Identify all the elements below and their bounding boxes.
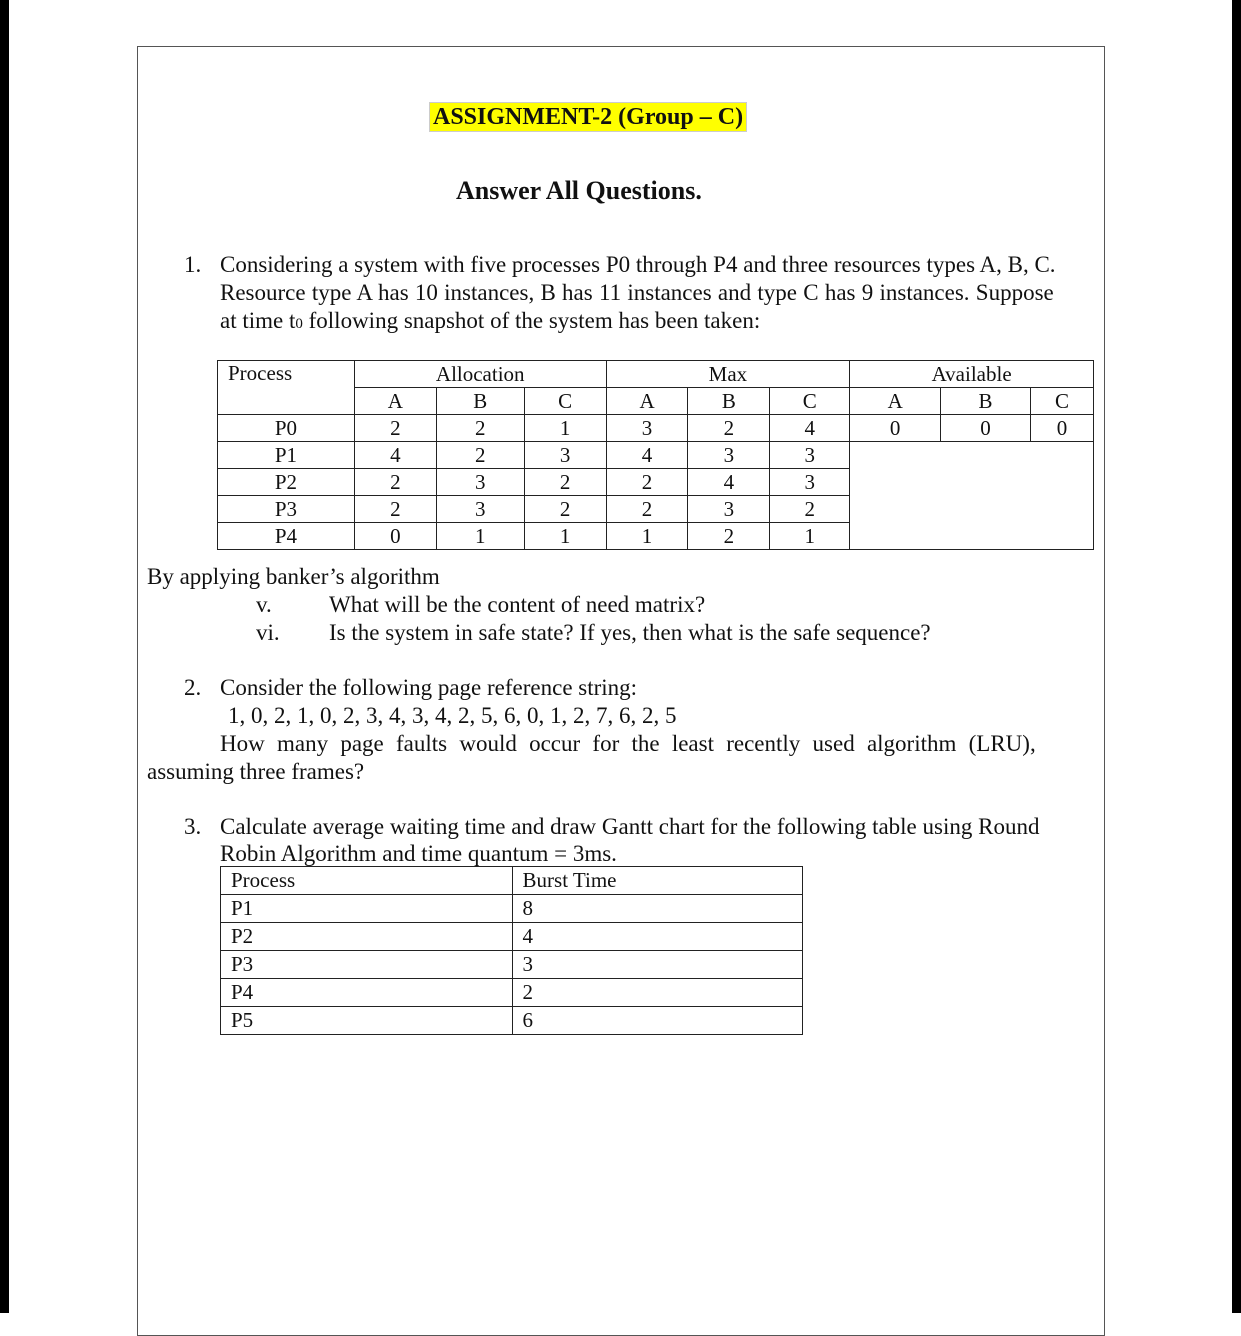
rr-burst-cell: 6 bbox=[512, 1007, 802, 1035]
rr-burst-cell: 3 bbox=[512, 951, 802, 979]
rr-burst-cell: 8 bbox=[512, 895, 802, 923]
q2-line4: assuming three frames? bbox=[147, 759, 365, 784]
sub-header: B bbox=[436, 388, 524, 415]
bankers-intro: By applying banker’s algorithm bbox=[147, 564, 440, 589]
table-row bbox=[218, 415, 1094, 442]
subq-v-label: v. bbox=[256, 592, 272, 617]
q1-line1: Considering a system with five processes P0 through P4 and three resources types A, B, C. bbox=[220, 252, 1056, 277]
subq-v-text: What will be the content of need matrix? bbox=[329, 592, 706, 617]
alloc-a: 2 bbox=[354, 496, 436, 523]
max-b: 3 bbox=[688, 496, 770, 523]
max-a: 2 bbox=[606, 496, 688, 523]
assignment-title: ASSIGNMENT-2 (Group – C) bbox=[429, 102, 747, 132]
title-block bbox=[429, 104, 747, 131]
q1-number: 1. bbox=[184, 252, 202, 277]
q1-line3-rest: following snapshot of the system has been taken: bbox=[302, 308, 761, 333]
alloc-a: 4 bbox=[354, 442, 436, 469]
alloc-b: 3 bbox=[436, 469, 524, 496]
alloc-b: 3 bbox=[436, 496, 524, 523]
bankers-table bbox=[217, 360, 1094, 550]
alloc-c: 1 bbox=[524, 523, 606, 550]
rr-process-cell: P3 bbox=[221, 951, 513, 979]
alloc-a: 2 bbox=[354, 469, 436, 496]
process-cell: P1 bbox=[218, 442, 355, 469]
header-process: Process bbox=[218, 361, 355, 415]
table-row bbox=[218, 442, 1094, 469]
q1-line3 bbox=[220, 308, 760, 334]
available-a: 0 bbox=[850, 415, 941, 442]
sub-header: A bbox=[354, 388, 436, 415]
q1-line3-prefix: at time t bbox=[220, 308, 296, 333]
process-cell: P4 bbox=[218, 523, 355, 550]
sub-header: A bbox=[606, 388, 688, 415]
left-edge bbox=[0, 0, 9, 1313]
alloc-c: 3 bbox=[524, 442, 606, 469]
available-empty-cell bbox=[850, 442, 1094, 550]
alloc-b: 1 bbox=[436, 523, 524, 550]
q3-line2: Robin Algorithm and time quantum = 3ms. bbox=[220, 841, 617, 866]
q2-line1: Consider the following page reference string: bbox=[220, 675, 638, 700]
max-b: 4 bbox=[688, 469, 770, 496]
available-c: 0 bbox=[1031, 415, 1094, 442]
max-a: 3 bbox=[606, 415, 688, 442]
sub-header: B bbox=[688, 388, 770, 415]
sub-header: C bbox=[770, 388, 850, 415]
sub-header: B bbox=[941, 388, 1031, 415]
max-c: 1 bbox=[770, 523, 850, 550]
round-robin-table bbox=[220, 866, 803, 1035]
table-row bbox=[221, 951, 803, 979]
rr-header-burst: Burst Time bbox=[512, 867, 802, 895]
max-a: 2 bbox=[606, 469, 688, 496]
rr-process-cell: P2 bbox=[221, 923, 513, 951]
rr-burst-cell: 4 bbox=[512, 923, 802, 951]
sub-header: A bbox=[850, 388, 941, 415]
q2-reference-string: 1, 0, 2, 1, 0, 2, 3, 4, 3, 4, 2, 5, 6, 0, 1, 2, 7, 6, 2, 5 bbox=[228, 703, 677, 728]
max-b: 2 bbox=[688, 523, 770, 550]
alloc-a: 2 bbox=[354, 415, 436, 442]
header-allocation: Allocation bbox=[354, 361, 606, 388]
max-c: 3 bbox=[770, 442, 850, 469]
q2-line3: How many page faults would occur for the least recently used algorithm (LRU), bbox=[220, 731, 1036, 756]
alloc-c: 1 bbox=[524, 415, 606, 442]
table-row bbox=[221, 895, 803, 923]
q2-number: 2. bbox=[184, 675, 202, 700]
max-b: 2 bbox=[688, 415, 770, 442]
table-row bbox=[221, 1007, 803, 1035]
rr-burst-cell: 2 bbox=[512, 979, 802, 1007]
q1-line3-subscript: 0 bbox=[295, 316, 303, 332]
max-c: 2 bbox=[770, 496, 850, 523]
process-cell: P2 bbox=[218, 469, 355, 496]
table-row bbox=[221, 923, 803, 951]
alloc-b: 2 bbox=[436, 442, 524, 469]
max-a: 1 bbox=[606, 523, 688, 550]
table-row bbox=[221, 979, 803, 1007]
right-edge bbox=[1232, 0, 1241, 1313]
q3-number: 3. bbox=[184, 814, 202, 839]
header-available: Available bbox=[850, 361, 1094, 388]
alloc-c: 2 bbox=[524, 496, 606, 523]
process-cell: P0 bbox=[218, 415, 355, 442]
q3-line1: Calculate average waiting time and draw Gantt chart for the following table using Round bbox=[220, 814, 1040, 839]
rr-process-cell: P1 bbox=[221, 895, 513, 923]
subq-vi-text: Is the system in safe state? If yes, then what is the safe sequence? bbox=[329, 620, 931, 645]
sub-header: C bbox=[1031, 388, 1094, 415]
subq-vi-label: vi. bbox=[256, 620, 280, 645]
max-a: 4 bbox=[606, 442, 688, 469]
rr-process-cell: P4 bbox=[221, 979, 513, 1007]
alloc-c: 2 bbox=[524, 469, 606, 496]
available-b: 0 bbox=[941, 415, 1031, 442]
max-c: 4 bbox=[770, 415, 850, 442]
alloc-b: 2 bbox=[436, 415, 524, 442]
max-b: 3 bbox=[688, 442, 770, 469]
max-c: 3 bbox=[770, 469, 850, 496]
process-cell: P3 bbox=[218, 496, 355, 523]
sub-header: C bbox=[524, 388, 606, 415]
q1-line2: Resource type A has 10 instances, B has 11 instances and type C has 9 instances. Suppose bbox=[220, 280, 1054, 305]
header-max: Max bbox=[606, 361, 850, 388]
page-subtitle: Answer All Questions. bbox=[456, 176, 702, 205]
rr-header-process: Process bbox=[221, 867, 513, 895]
rr-process-cell: P5 bbox=[221, 1007, 513, 1035]
alloc-a: 0 bbox=[354, 523, 436, 550]
